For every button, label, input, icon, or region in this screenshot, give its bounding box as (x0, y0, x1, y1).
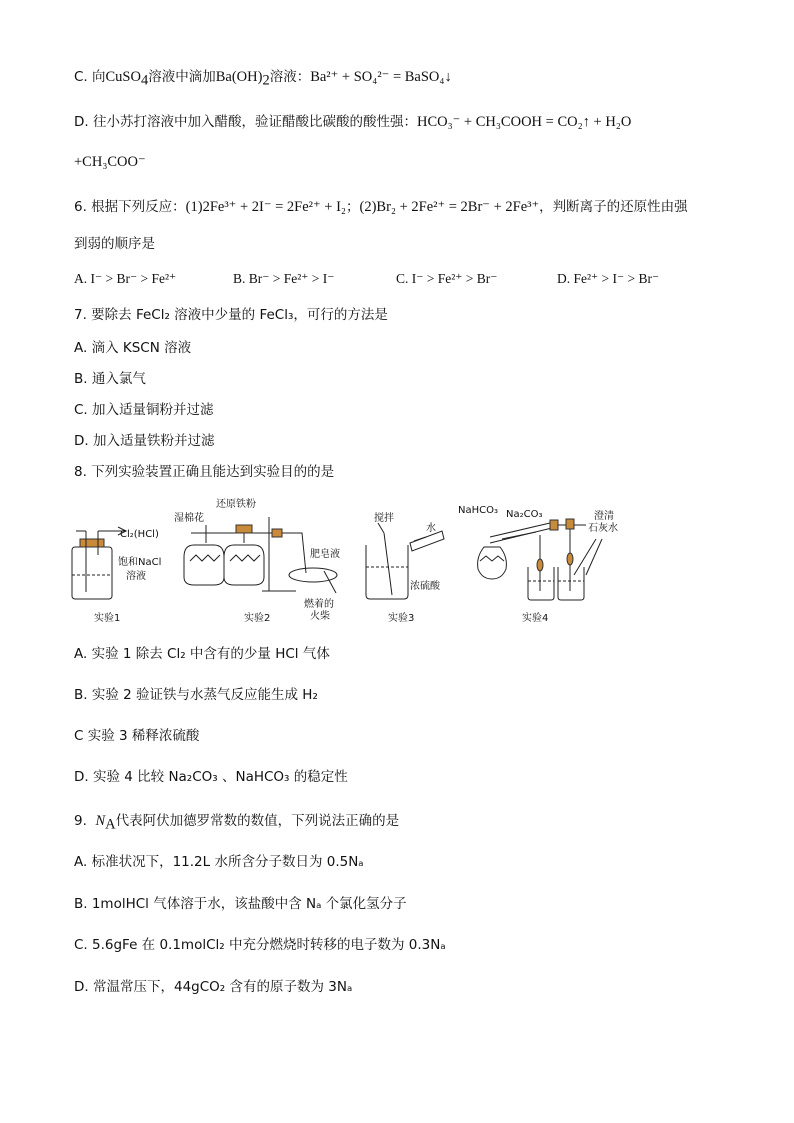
q7-option-b: B. 通入氯气 (74, 371, 146, 387)
exp1-gas-label: Cl₂(HCl) (120, 529, 159, 540)
exp4-apparatus (478, 519, 602, 600)
exp4-salt2-label: Na₂CO₃ (506, 509, 543, 520)
q6-stem-continued: 到弱的顺序是 (74, 236, 155, 252)
exp3-water-label: 水 (426, 523, 436, 534)
q9-option-d: D. 常温常压下，44gCO₂ 含有的原子数为 3Nₐ (74, 979, 353, 995)
exp3-caption: 实验3 (388, 613, 415, 624)
exp4-salt1-label: NaHCO₃ (458, 505, 498, 516)
exp2-match-label-1: 燃着的 (304, 599, 334, 610)
exp2-iron-label: 还原铁粉 (216, 499, 256, 510)
q8-option-d: D. 实验 4 比较 Na₂CO₃ 、NaHCO₃ 的稳定性 (74, 769, 348, 785)
q5-c-equation: Ba²⁺ + SO₄²⁻ = BaSO₄↓ (310, 69, 452, 85)
exp4-lime-label-1: 澄清 (594, 511, 614, 522)
q6-option-b: B. Br⁻ > Fe²⁺ > I⁻ (233, 271, 335, 286)
q6-option-a: A. I⁻ > Br⁻ > Fe²⁺ (74, 271, 177, 286)
q7-option-a: A. 滴入 KSCN 溶液 (74, 340, 192, 356)
exp4-lime-label-2: 石灰水 (588, 523, 618, 534)
q9-stem: 9. $N_A$代表阿伏加德罗常数的数值，下列说法正确的是 (74, 813, 400, 833)
exp3-acid-label: 浓硫酸 (410, 581, 440, 592)
exp2-cotton-label: 湿棉花 (174, 513, 204, 524)
q5-option-d-continued: +CH₃COO⁻ (74, 154, 146, 170)
q9-option-b: B. 1molHCl 气体溶于水，该盐酸中含 Nₐ 个氯化氢分子 (74, 896, 407, 912)
q7-stem: 7. 要除去 FeCl₂ 溶液中少量的 FeCl₃，可行的方法是 (74, 307, 388, 323)
q5-d-equation: HCO₃⁻ + CH₃COOH = CO₂↑ + H₂O (416, 114, 632, 130)
exp2-match-label-2: 火柴 (310, 611, 330, 622)
q6-stem: 6. 根据下列反应：(1)2Fe³⁺ + 2I⁻ = 2Fe²⁺ + I₂；(2)Br₂ + 2Fe²⁺ = 2Br⁻ + 2Fe³⁺，判断离子的还原性由强 (74, 199, 688, 215)
exp2-caption: 实验2 (244, 613, 271, 624)
q6-reaction-1: (1)2Fe³⁺ + 2I⁻ = 2Fe²⁺ + I₂ (185, 199, 346, 215)
experiment-figure (66, 495, 626, 630)
exp1-caption: 实验1 (94, 613, 121, 624)
q6-option-c: C. I⁻ > Fe²⁺ > Br⁻ (396, 271, 498, 286)
q8-option-c: C 实验 3 稀释浓硫酸 (74, 728, 200, 744)
q5-option-c: C. 向CuSO$_4$溶液中滴加$Ba(OH)_2$溶液：Ba²⁺ + SO₄²⁻ = BaSO₄↓ (74, 69, 452, 89)
exp2-soap-label: 肥皂液 (310, 549, 340, 560)
q6-option-d: D. Fe²⁺ > I⁻ > Br⁻ (557, 271, 660, 286)
q8-stem: 8. 下列实验装置正确且能达到实验目的的是 (74, 464, 335, 480)
q7-option-c: C. 加入适量铜粉并过滤 (74, 402, 214, 418)
q8-option-b: B. 实验 2 验证铁与水蒸气反应能生成 H₂ (74, 687, 318, 703)
q5-option-d: D. 往小苏打溶液中加入醋酸，验证醋酸比碳酸的酸性强：HCO₃⁻ + CH₃COOH = CO₂↑ + H₂O (74, 114, 632, 130)
q9-option-c: C. 5.6gFe 在 0.1molCl₂ 中充分燃烧时转移的电子数为 0.3Nₐ (74, 937, 446, 953)
q9-option-a: A. 标准状况下，11.2L 水所含分子数日为 0.5Nₐ (74, 854, 364, 870)
q8-option-a: A. 实验 1 除去 Cl₂ 中含有的少量 HCl 气体 (74, 646, 330, 662)
exp1-solution-label-2: 溶液 (126, 571, 146, 582)
q6-reaction-2: (2)Br₂ + 2Fe²⁺ = 2Br⁻ + 2Fe³⁺ (359, 199, 540, 215)
q7-option-d: D. 加入适量铁粉并过滤 (74, 433, 215, 449)
exp4-caption: 实验4 (522, 613, 549, 624)
exp1-solution-label-1: 饱和NaCl (118, 557, 162, 568)
exp3-stir-label: 搅拌 (374, 513, 394, 524)
